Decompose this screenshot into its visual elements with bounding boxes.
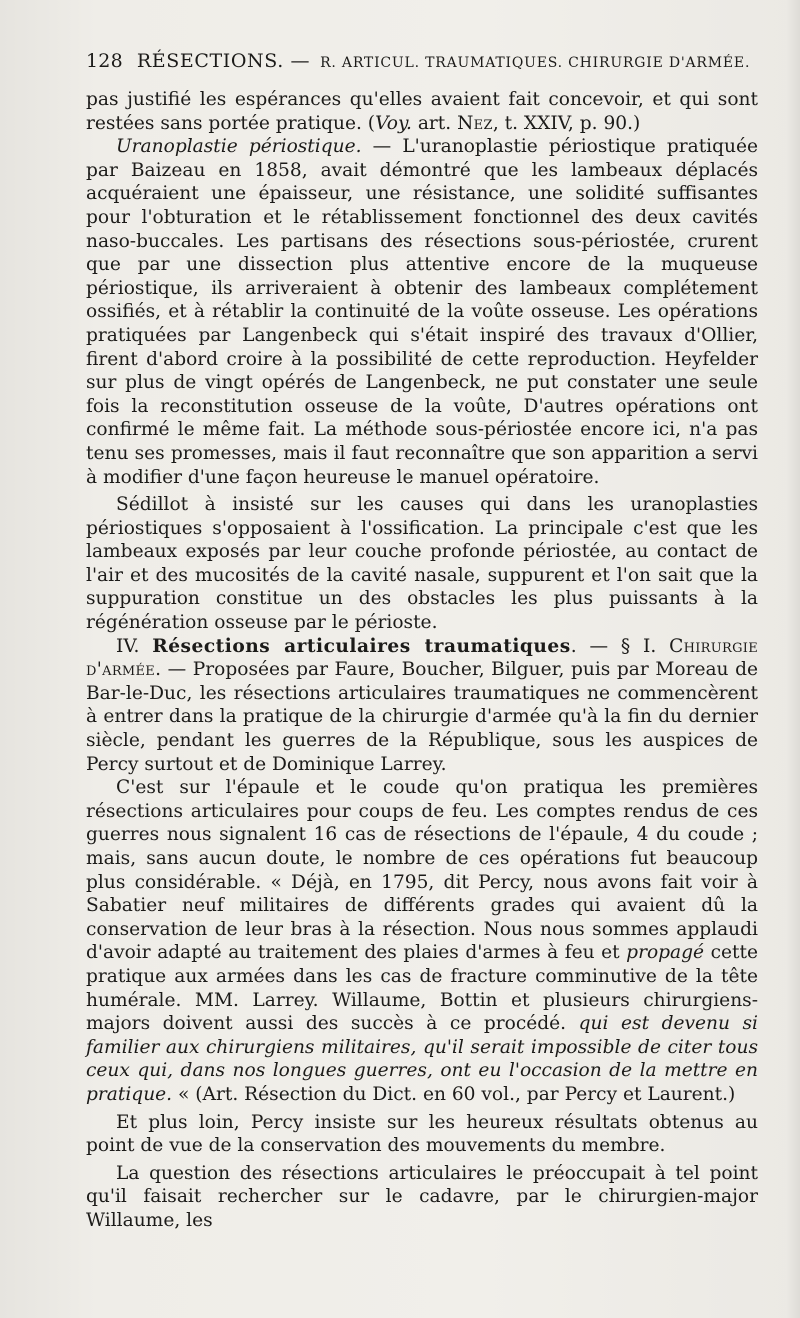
paragraph-5: [86, 776, 758, 1106]
paragraph-7-text: La question des résections articulaires le préoccupait à tel point qu'il faisait rechercher sur le cadavre, par le chirurgien-major Willaume, les: [86, 1162, 758, 1231]
paragraph-2: [86, 135, 758, 489]
paragraph-2-title: Uranoplastie périostique.: [116, 136, 362, 158]
subsection-heading: Chirurgie d'armée: [86, 635, 759, 681]
paragraph-2-text: — L'uranoplastie périostique pratiquée par Baizeau en 1858, avait démontré que les lambeaux déplacés acquéraient une épaisseur, une résistance, une solidité suffisantes pour l'obturation et le rétablissement fonctionnel des deux cavités naso-buccales. Les partisans des résections sous-périostée, crurent que par une dissection plus attentive encore de la muqueuse périostique, ils arriveraient à obtenir des lambeaux complétement ossifiés, et à rétablir la continuité de la voûte osseuse. Les opérations pratiquées par Langenbeck qui s'était inspiré des travaux d'Ollier, firent d'abord croire à la possibilité de cette reproduction. Heyfelder sur plus de vingt opérés de Langenbeck, ne put constater une seule fois la reconstitution osseuse de la voûte, D'autres opérations ont confirmé le même fait. La méthode sous-périostée encore ici, n'a pas tenu ses promesses, mais il faut reconnaître que son apparition a servi à modifier d'une façon heureuse le manuel opératoire.: [86, 136, 758, 488]
paragraph-5-text: C'est sur l'épaule et le coude qu'on pratiqua les premières résections articulaires pour coups de feu. Les comptes rendus de ces guerres nous signalent 16 cas de résections de l'épaule, 4 du coude ; mais, sans aucun doute, le nombre de ces opérations fut beaucoup plus considérable. « Déjà, en 1795, dit Percy, nous avons fait voir à Sabatier neuf militaires de différents grades qui avaient dû la conservation de leur bras à la résection. Nous nous sommes applaudi d'avoir adapté au traitement des plaies d'armes à feu et: [86, 777, 758, 964]
section-marker: . — § I.: [570, 635, 670, 657]
running-head: [86, 48, 758, 76]
paragraph-5-citation: « (Art. Résection du Dict. en 60 vol., par Percy et Laurent.): [172, 1083, 736, 1105]
paragraph-1-nez: Nez: [457, 112, 493, 134]
paragraph-3: [86, 493, 758, 635]
paragraph-6: [86, 1111, 758, 1158]
running-head-subtitle: R. ARTICUL. TRAUMATIQUES. CHIRURGIE D'ARMÉE.: [320, 55, 751, 71]
section-number: IV.: [116, 635, 153, 657]
paragraph-1-text: pas justifié les espérances qu'elles avaient fait concevoir, et qui sont restées sans portée pratique. (: [86, 89, 758, 134]
paragraph-4-text: . — Proposées par Faure, Boucher, Bilguer, puis par Moreau de Bar-le-Duc, les résections articulaires traumatiques ne commencèrent à entrer dans la pratique de la chirurgie d'armée qu'à la fin du dernier siècle, pendant les guerres de la République, sous les auspices de Percy surtout et de Dominique Larrey.: [86, 659, 758, 775]
paragraph-1-voy: Voy.: [375, 112, 412, 134]
running-head-title: RÉSECTIONS. —: [136, 50, 311, 72]
body-text: [86, 88, 758, 1233]
section-heading: Résections articulaires traumatiques: [152, 635, 571, 657]
paragraph-5-propage: propagé: [626, 942, 705, 964]
page-number: 128: [86, 50, 123, 72]
paragraph-1-art: art.: [411, 112, 458, 134]
paragraph-4: [86, 635, 758, 777]
paragraph-7: [86, 1162, 758, 1233]
paragraph-6-text: Et plus loin, Percy insiste sur les heureux résultats obtenus au point de vue de la conservation des mouvements du membre.: [86, 1111, 758, 1157]
paragraph-1: [86, 88, 758, 135]
paragraph-5-text-2: cette pratique aux armées dans les cas de fracture comminutive de la tête humérale. MM. Larrey. Willaume, Bottin et plusieurs chirurgiens-majors doivent aussi des succès à ce procédé.: [86, 942, 758, 1035]
paragraph-1-ref: , t. XXIV, p. 90.): [492, 112, 641, 134]
paragraph-5-quote: qui est devenu si familier aux chirurgiens militaires, qu'il serait impossible de citer tous ceux qui, dans nos longues guerres, ont eu l'occasion de la mettre en pratique.: [86, 1013, 758, 1105]
paragraph-3-text: Sédillot à insisté sur les causes qui dans les uranoplasties périostiques s'opposaient à l'ossification. La principale c'est que les lambeaux exposés par leur couche profonde périostée, au contact de l'air et des mucosités de la cavité nasale, suppurent et l'on sait que la suppuration constitue un des obstacles les plus puissants à la régénération osseuse par le périoste.: [86, 494, 758, 634]
